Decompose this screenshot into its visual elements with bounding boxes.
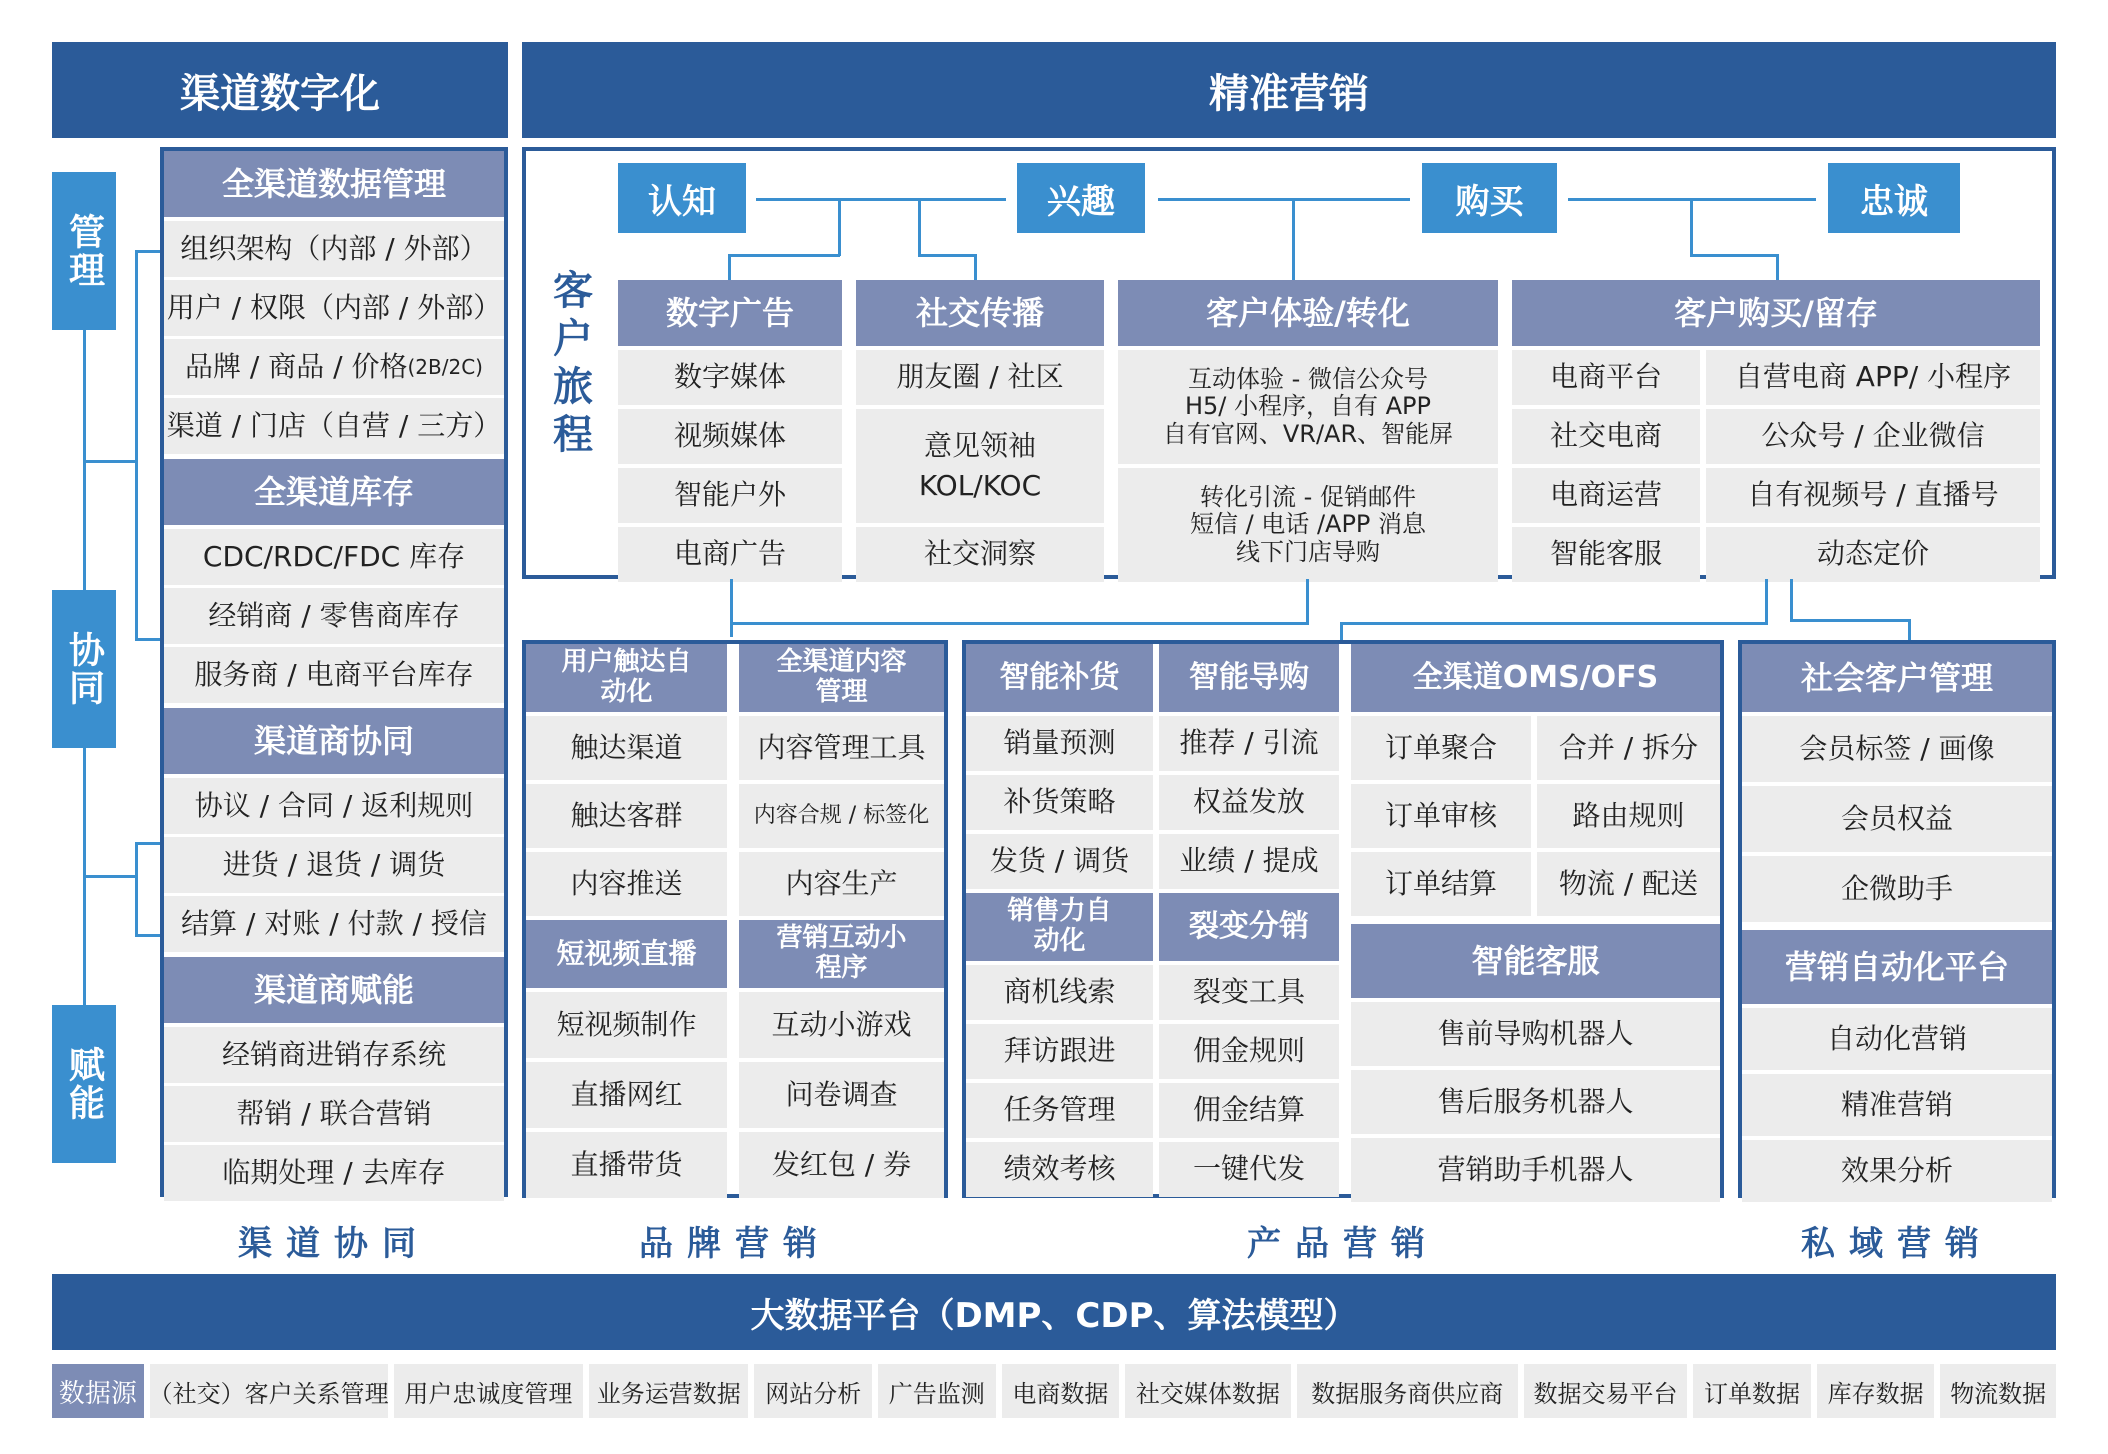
label-collaboration: 协同	[52, 590, 116, 748]
connector	[974, 254, 977, 280]
data-source-item: 库存数据	[1817, 1364, 1935, 1418]
replenish-header: 智能补货	[966, 644, 1153, 712]
connector	[135, 842, 161, 845]
channel-data-item-text: 品牌 / 商品 / 价格	[185, 349, 408, 383]
data-sources-row	[52, 1364, 2056, 1418]
oms-right-item: 路由规则	[1537, 784, 1720, 848]
salesforce-header: 销售力自动化	[966, 893, 1153, 961]
automation-header: 营销自动化平台	[1742, 930, 2052, 1004]
journey-label: 客户旅程	[546, 269, 593, 461]
connector	[1340, 622, 1768, 625]
dealer-collab-header: 渠道商协同	[164, 708, 504, 774]
conversion-line: 短信 / 电话 /APP 消息	[1189, 510, 1427, 539]
channel-data-item	[164, 339, 504, 395]
purchase-right-item: 自营电商 APP/ 小程序	[1706, 350, 2040, 405]
connector	[135, 250, 161, 253]
reach-item: 触达渠道	[526, 716, 727, 780]
dealer-empower-item: 经销商进销存系统	[164, 1027, 504, 1083]
connector	[84, 875, 136, 878]
interactive-header: 营销互动小程序	[739, 920, 944, 988]
salesforce-item: 绩效考核	[966, 1142, 1153, 1197]
interactive-item: 问卷调查	[739, 1062, 944, 1128]
connector	[756, 198, 1006, 201]
social-item: 意见领袖	[923, 428, 1036, 462]
connector	[728, 254, 840, 257]
scrm-item: 企微助手	[1742, 856, 2052, 922]
scrm-item: 会员标签 / 画像	[1742, 716, 2052, 782]
replenish-item: 发货 / 调货	[966, 834, 1153, 889]
video-header: 短视频直播	[526, 920, 727, 988]
connector	[1158, 198, 1410, 201]
connector	[838, 198, 841, 256]
connector	[1776, 254, 1779, 280]
video-item: 直播网红	[526, 1062, 727, 1128]
experience-line: 互动体验 - 微信公众号	[1188, 364, 1428, 393]
fission-item: 裂变工具	[1159, 965, 1339, 1020]
connector	[1690, 254, 1778, 257]
purchase-header: 客户购买/留存	[1512, 280, 2040, 346]
social-item: 朋友圈 / 社区	[856, 350, 1104, 405]
guide-item: 业绩 / 提成	[1159, 834, 1339, 889]
guide-item: 推荐 / 引流	[1159, 716, 1339, 771]
connector	[730, 622, 1308, 625]
dealer-empower-item: 帮销 / 联合营销	[164, 1086, 504, 1142]
digital-ads-section	[618, 280, 842, 582]
purchase-left-item: 电商平台	[1512, 350, 1700, 405]
purchase-right-item: 自有视频号 / 直播号	[1706, 468, 2040, 523]
automation-item: 自动化营销	[1742, 1008, 2052, 1070]
connector	[135, 934, 161, 937]
dealer-collab-item: 协议 / 合同 / 返利规则	[164, 778, 504, 834]
data-sources-label: 数据源	[52, 1364, 144, 1418]
social-kol-block	[856, 409, 1104, 523]
scrm-item: 会员权益	[1742, 786, 2052, 852]
dealer-collab-item: 进货 / 退货 / 调货	[164, 837, 504, 893]
digital-ads-item: 智能户外	[618, 468, 842, 523]
oms-left-item: 订单结算	[1351, 852, 1531, 916]
precision-marketing-header: 精准营销	[522, 42, 2056, 138]
brand-column-right	[739, 644, 944, 1198]
guide-header: 智能导购	[1159, 644, 1339, 712]
oms-right-item: 物流 / 配送	[1537, 852, 1720, 916]
digital-ads-item: 电商广告	[618, 527, 842, 582]
reach-header: 用户触达自动化	[526, 644, 727, 712]
channel-inventory-item: 服务商 / 电商平台库存	[164, 647, 504, 703]
social-section	[856, 280, 1104, 582]
data-source-item: 电商数据	[1002, 1364, 1120, 1418]
connector	[84, 460, 136, 463]
salesforce-item: 商机线索	[966, 965, 1153, 1020]
private-column	[1742, 644, 2052, 1202]
label-empowerment: 赋能	[52, 1005, 116, 1163]
purchase-right-item: 动态定价	[1706, 527, 2040, 582]
connector	[728, 254, 731, 280]
channel-data-item: 组织架构（内部 / 外部）	[164, 221, 504, 277]
oms-left-item: 订单审核	[1351, 784, 1531, 848]
label-management: 管理	[52, 172, 116, 330]
digital-ads-item: 视频媒体	[618, 409, 842, 464]
purchase-right-item: 公众号 / 企业微信	[1706, 409, 2040, 464]
experience-line: 自有官网、VR/AR、智能屏	[1162, 419, 1454, 448]
service-item: 营销助手机器人	[1351, 1138, 1720, 1202]
stage-interest: 兴趣	[1017, 163, 1145, 233]
data-source-item: 数据服务商供应商	[1297, 1364, 1518, 1418]
fission-item: 佣金规则	[1159, 1024, 1339, 1079]
social-item: 社交洞察	[856, 527, 1104, 582]
data-source-item: 物流数据	[1940, 1364, 2056, 1418]
label-brand-marketing: 品牌营销	[639, 1223, 831, 1264]
data-source-item: 数据交易平台	[1524, 1364, 1687, 1418]
service-item: 售前导购机器人	[1351, 1002, 1720, 1066]
purchase-left-item: 电商运营	[1512, 468, 1700, 523]
reach-item: 内容推送	[526, 852, 727, 916]
connector	[1765, 579, 1768, 625]
connector	[1908, 619, 1911, 640]
connector	[1340, 622, 1343, 640]
guide-column	[1159, 644, 1339, 1197]
conversion-line: 转化引流 - 促销邮件	[1200, 482, 1416, 511]
salesforce-item: 拜访跟进	[966, 1024, 1153, 1079]
fission-header: 裂变分销	[1159, 893, 1339, 961]
content-item: 内容合规 / 标签化	[739, 784, 944, 848]
channel-data-item: 渠道 / 门店（自营 / 三方）	[164, 398, 504, 454]
service-header: 智能客服	[1351, 924, 1720, 998]
connector	[1790, 579, 1793, 621]
dealer-empower-item: 临期处理 / 去库存	[164, 1145, 504, 1201]
replenish-column	[966, 644, 1153, 1197]
channel-data-item: 用户 / 权限（内部 / 外部）	[164, 280, 504, 336]
digital-ads-item: 数字媒体	[618, 350, 842, 405]
connector	[135, 842, 138, 936]
data-source-item: （社交）客户关系管理	[150, 1364, 388, 1418]
scrm-header: 社会客户管理	[1742, 644, 2052, 712]
connector	[135, 638, 161, 641]
purchase-left-item: 智能客服	[1512, 527, 1700, 582]
connector	[1790, 619, 1910, 622]
price-note: (2B/2C)	[407, 354, 483, 379]
channel-column	[164, 151, 504, 1201]
connector	[918, 198, 921, 256]
channel-inventory-header: 全渠道库存	[164, 459, 504, 525]
dealer-empower-header: 渠道商赋能	[164, 957, 504, 1023]
experience-section	[1118, 280, 1498, 582]
content-item: 内容生产	[739, 852, 944, 916]
connector	[1690, 198, 1693, 256]
stage-purchase: 购买	[1422, 163, 1557, 233]
content-header: 全渠道内容管理	[739, 644, 944, 712]
label-channel-collab: 渠道协同	[238, 1223, 430, 1264]
label-product-marketing: 产品营销	[1247, 1223, 1439, 1264]
fission-item: 一键代发	[1159, 1142, 1339, 1197]
data-source-item: 业务运营数据	[589, 1364, 748, 1418]
data-source-item: 用户忠诚度管理	[394, 1364, 583, 1418]
automation-item: 精准营销	[1742, 1074, 2052, 1136]
channel-inventory-item: 经销商 / 零售商库存	[164, 588, 504, 644]
reach-item: 触达客群	[526, 784, 727, 848]
stage-awareness: 认知	[618, 163, 746, 233]
replenish-item: 销量预测	[966, 716, 1153, 771]
social-header: 社交传播	[856, 280, 1104, 346]
connector	[918, 254, 976, 257]
experience-block	[1118, 350, 1498, 464]
data-source-item: 网站分析	[754, 1364, 872, 1418]
fission-item: 佣金结算	[1159, 1083, 1339, 1138]
data-source-item: 广告监测	[878, 1364, 996, 1418]
automation-item: 效果分析	[1742, 1140, 2052, 1202]
data-source-item: 订单数据	[1693, 1364, 1811, 1418]
data-source-item: 社交媒体数据	[1125, 1364, 1290, 1418]
oms-header: 全渠道OMS/OFS	[1351, 644, 1720, 712]
channel-data-header: 全渠道数据管理	[164, 151, 504, 217]
stage-loyalty: 忠诚	[1828, 163, 1960, 233]
purchase-section	[1512, 280, 2040, 582]
connector	[1292, 198, 1295, 280]
conversion-line: 线下门店导购	[1236, 537, 1380, 566]
connector	[1306, 579, 1309, 625]
video-item: 直播带货	[526, 1132, 727, 1198]
oms-column	[1351, 644, 1720, 1202]
experience-line: H5/ 小程序，自有 APP	[1184, 392, 1432, 421]
oms-left-item: 订单聚合	[1351, 716, 1531, 780]
digital-ads-header: 数字广告	[618, 280, 842, 346]
purchase-left-item: 社交电商	[1512, 409, 1700, 464]
social-item: KOL/KOC	[918, 469, 1042, 502]
big-data-platform-bar: 大数据平台（DMP、CDP、算法模型）	[52, 1274, 2056, 1350]
interactive-item: 互动小游戏	[739, 992, 944, 1058]
interactive-item: 发红包 / 券	[739, 1132, 944, 1198]
experience-header: 客户体验/转化	[1118, 280, 1498, 346]
replenish-item: 补货策略	[966, 775, 1153, 830]
salesforce-item: 任务管理	[966, 1083, 1153, 1138]
connector	[135, 250, 138, 640]
connector	[730, 579, 733, 637]
conversion-block	[1118, 468, 1498, 582]
channel-digitization-header: 渠道数字化	[52, 42, 508, 138]
brand-column-left	[526, 644, 727, 1198]
oms-right-item: 合并 / 拆分	[1537, 716, 1720, 780]
label-private-marketing: 私域营销	[1801, 1223, 1993, 1264]
guide-item: 权益发放	[1159, 775, 1339, 830]
channel-inventory-item: CDC/RDC/FDC 库存	[164, 529, 504, 585]
content-item: 内容管理工具	[739, 716, 944, 780]
video-item: 短视频制作	[526, 992, 727, 1058]
service-item: 售后服务机器人	[1351, 1070, 1720, 1134]
dealer-collab-item: 结算 / 对账 / 付款 / 授信	[164, 896, 504, 952]
